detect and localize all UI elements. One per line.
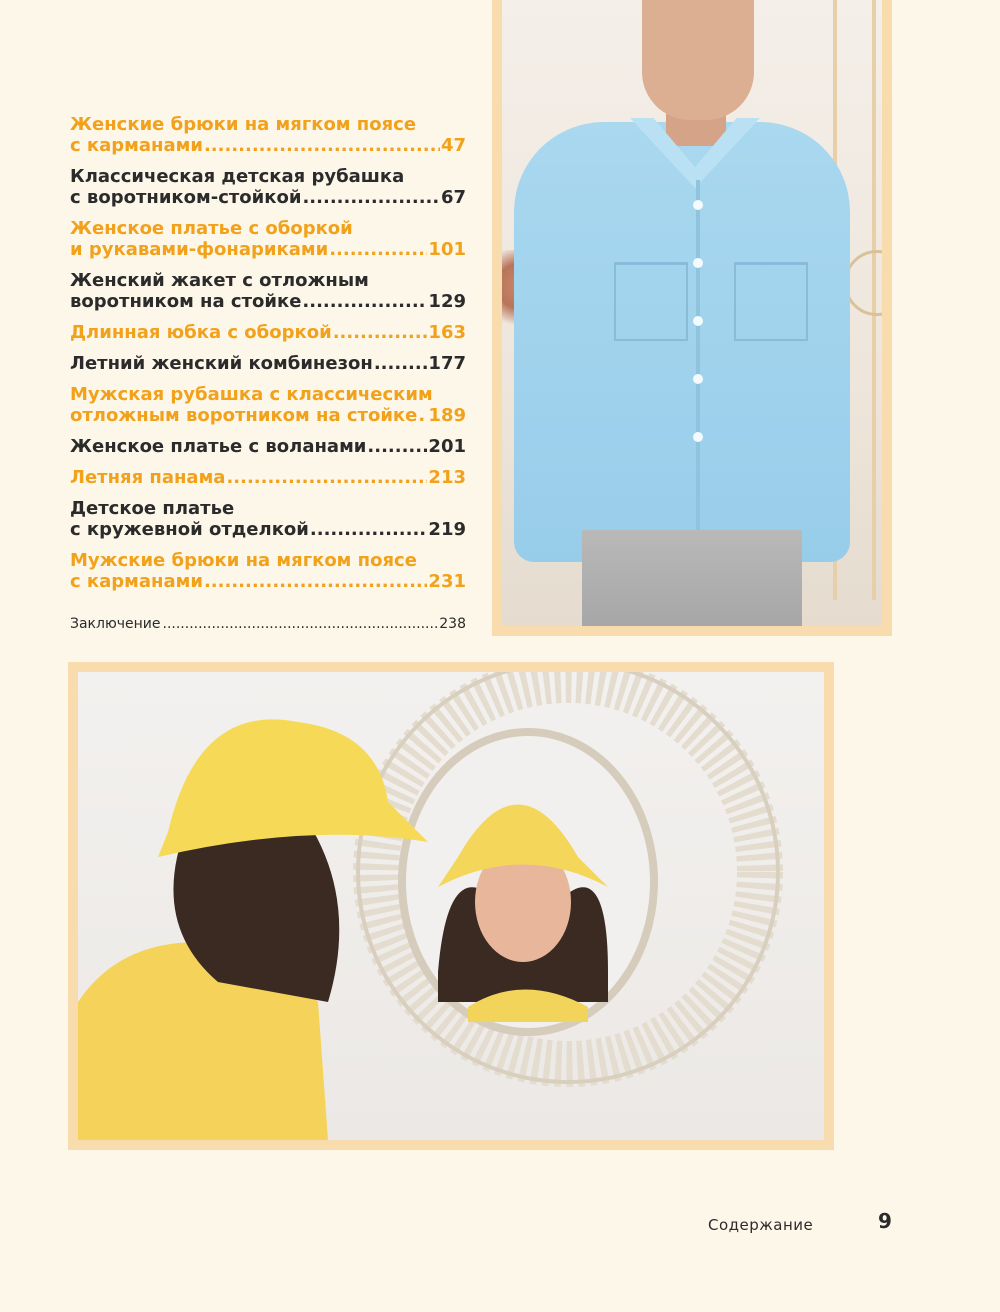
- toc-entry[interactable]: [70, 498, 466, 540]
- toc-entry-title-line: Мужская рубашка с классическим: [70, 384, 433, 405]
- toc-entry-conclusion[interactable]: [70, 616, 466, 632]
- toc-page-number: 163: [428, 322, 466, 343]
- photo-illustration: [78, 672, 824, 1140]
- toc-entry-title-line: с кружевной отделкой: [70, 519, 309, 540]
- toc-entry-last-line: [70, 291, 466, 312]
- dot-leader: [302, 187, 439, 208]
- toc-entry[interactable]: [70, 384, 466, 426]
- toc-entry-last-line: [70, 187, 466, 208]
- toc-entry-last-line: [70, 467, 466, 488]
- toc-entry-last-line: [70, 519, 466, 540]
- toc-page-number: 238: [439, 616, 466, 632]
- toc-page-number: 177: [428, 353, 466, 374]
- dot-leader: [302, 291, 427, 312]
- toc-page-number: 213: [428, 467, 466, 488]
- toc-entry-last-line: [70, 322, 466, 343]
- toc-entry[interactable]: [70, 270, 466, 312]
- toc-page-number: 189: [428, 405, 466, 426]
- toc-entry[interactable]: [70, 436, 466, 457]
- toc-entry-title-line: отложным воротником на стойке: [70, 405, 418, 426]
- toc-entry-title-line: Женское платье с оборкой: [70, 218, 353, 239]
- toc-entry-last-line: [70, 239, 466, 260]
- dot-leader: [226, 467, 427, 488]
- toc-page-number: 47: [440, 135, 466, 156]
- toc-page-number: 67: [440, 187, 466, 208]
- toc-page-number: 201: [428, 436, 466, 457]
- dot-leader: [418, 405, 427, 426]
- toc-entry[interactable]: [70, 322, 466, 343]
- dot-leader: [333, 322, 428, 343]
- toc-entry-title-line: Женский жакет с отложным: [70, 270, 369, 291]
- toc-entry-title-line: и рукавами-фонариками: [70, 239, 329, 260]
- toc-entry-title: Заключение: [70, 616, 161, 632]
- toc-entry-title-line: с карманами: [70, 135, 203, 156]
- toc-entry-title-line: Летняя панама: [70, 467, 226, 488]
- toc-entry[interactable]: [70, 467, 466, 488]
- toc-entry[interactable]: [70, 218, 466, 260]
- toc-entry[interactable]: [70, 166, 466, 208]
- dot-leader: [204, 571, 427, 592]
- toc-entry[interactable]: [70, 353, 466, 374]
- toc-entry-title-line: Мужские брюки на мягком поясе: [70, 550, 417, 571]
- dot-leader: [367, 436, 427, 457]
- photo-frame-woman: [68, 662, 834, 1150]
- dot-leader: [329, 239, 427, 260]
- toc-entry-last-line: [70, 353, 466, 374]
- toc-entry-title-line: Длинная юбка с оборкой: [70, 322, 332, 343]
- toc-entry-last-line: [70, 135, 466, 156]
- toc-page-number: 129: [428, 291, 466, 312]
- toc-entry-title-line: Летний женский комбинезон: [70, 353, 373, 374]
- toc-entry-title-line: с карманами: [70, 571, 203, 592]
- toc-entry[interactable]: [70, 550, 466, 592]
- toc-entry-title-line: Женское платье с воланами: [70, 436, 367, 457]
- toc-page-number: 231: [428, 571, 466, 592]
- dot-leader: [374, 353, 428, 374]
- toc-entry-title-line: Детское платье: [70, 498, 235, 519]
- toc-entry-title-line: Классическая детская рубашка: [70, 166, 405, 187]
- toc-entry-title-line: с воротником-стойкой: [70, 187, 302, 208]
- photo-man-in-blue-shirt: [502, 0, 882, 626]
- toc-page-number: 101: [428, 239, 466, 260]
- photo-frame-man: [492, 0, 892, 636]
- toc-entry[interactable]: [70, 114, 466, 156]
- toc-page-number: 219: [428, 519, 466, 540]
- toc-entry-last-line: [70, 405, 466, 426]
- toc-entry-title-line: воротником на стойке: [70, 291, 302, 312]
- table-of-contents: [70, 114, 466, 602]
- dot-leader: [204, 135, 440, 156]
- toc-entry-title-line: Женские брюки на мягком поясе: [70, 114, 417, 135]
- photo-woman-in-yellow-hat: [78, 672, 824, 1140]
- toc-entry-last-line: [70, 436, 466, 457]
- toc-entry-last-line: [70, 571, 466, 592]
- dot-leader: [163, 616, 438, 632]
- running-footer-section: Содержание: [708, 1216, 814, 1234]
- dot-leader: [310, 519, 428, 540]
- page-number: 9: [878, 1209, 892, 1233]
